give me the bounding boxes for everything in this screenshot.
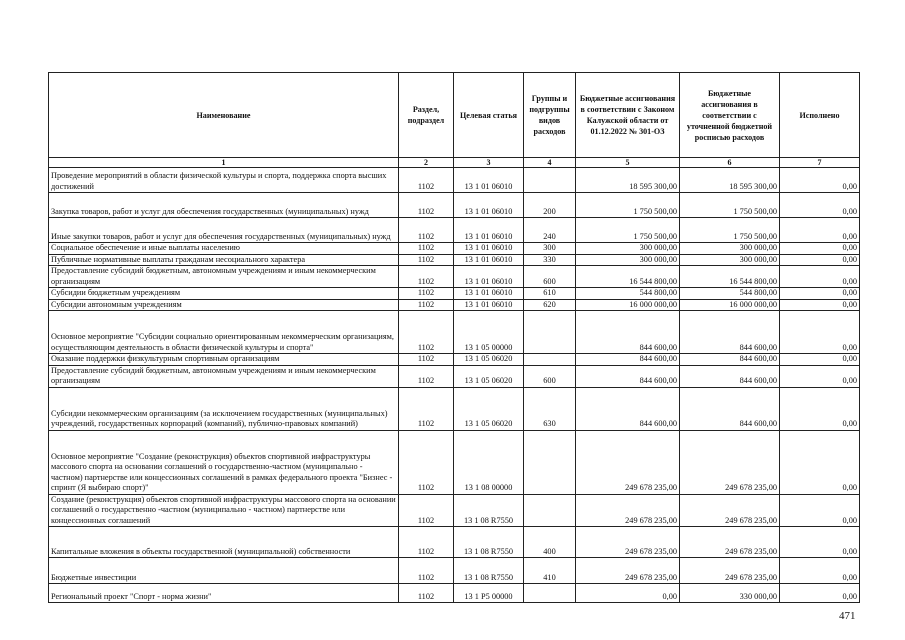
table-row	[49, 365, 860, 387]
row-refined: 249 678 235,00	[680, 430, 780, 494]
row-article: 13 1 01 06010	[454, 266, 524, 288]
row-section: 1102	[399, 288, 454, 300]
row-executed: 0,00	[780, 218, 860, 243]
table-row	[49, 218, 860, 243]
table-row	[49, 527, 860, 558]
row-section: 1102	[399, 494, 454, 527]
row-group: 630	[524, 387, 576, 430]
table-row	[49, 254, 860, 266]
row-group: 600	[524, 266, 576, 288]
table-body	[49, 168, 860, 603]
row-executed: 0,00	[780, 365, 860, 387]
row-article: 13 1 01 06010	[454, 193, 524, 218]
row-name: Проведение мероприятий в области физической культуры и спорта, поддержка спорта высших достижений	[49, 168, 399, 193]
row-article: 13 1 05 06020	[454, 387, 524, 430]
row-group: 300	[524, 243, 576, 255]
row-name: Закупка товаров, работ и услуг для обеспечения государственных (муниципальных) нужд	[49, 193, 399, 218]
row-executed: 0,00	[780, 311, 860, 354]
column-number: 3	[454, 158, 524, 168]
header-budget: Бюджетные ассигнования в соответствии с Законом Калужской области от 01.12.2022 № 301-ОЗ	[576, 73, 680, 158]
header-row	[49, 73, 860, 158]
header-article: Целевая статья	[454, 73, 524, 158]
row-article: 13 1 08 R7550	[454, 527, 524, 558]
table-row	[49, 266, 860, 288]
budget-table	[48, 72, 860, 603]
row-refined: 300 000,00	[680, 254, 780, 266]
row-executed: 0,00	[780, 299, 860, 311]
row-article: 13 1 05 00000	[454, 311, 524, 354]
row-budget: 544 800,00	[576, 288, 680, 300]
row-budget: 249 678 235,00	[576, 494, 680, 527]
row-executed: 0,00	[780, 193, 860, 218]
table-row	[49, 193, 860, 218]
row-article: 13 1 05 06020	[454, 354, 524, 366]
row-refined: 844 600,00	[680, 311, 780, 354]
row-refined: 844 600,00	[680, 354, 780, 366]
column-number: 2	[399, 158, 454, 168]
row-group: 200	[524, 193, 576, 218]
table-row	[49, 311, 860, 354]
row-section: 1102	[399, 254, 454, 266]
row-name: Бюджетные инвестиции	[49, 558, 399, 584]
row-executed: 0,00	[780, 168, 860, 193]
column-number: 5	[576, 158, 680, 168]
table-row	[49, 387, 860, 430]
row-budget: 249 678 235,00	[576, 430, 680, 494]
row-name: Оказание поддержки физкультурным спортивным организациям	[49, 354, 399, 366]
header-executed: Исполнено	[780, 73, 860, 158]
row-budget: 16 000 000,00	[576, 299, 680, 311]
row-executed: 0,00	[780, 584, 860, 603]
column-number: 6	[680, 158, 780, 168]
row-name: Региональный проект "Спорт - норма жизни"	[49, 584, 399, 603]
row-section: 1102	[399, 365, 454, 387]
table-row	[49, 430, 860, 494]
row-name: Социальное обеспечение и иные выплаты населению	[49, 243, 399, 255]
row-name: Публичные нормативные выплаты гражданам несоциального характера	[49, 254, 399, 266]
row-budget: 300 000,00	[576, 243, 680, 255]
row-refined: 1 750 500,00	[680, 193, 780, 218]
row-executed: 0,00	[780, 494, 860, 527]
row-group: 620	[524, 299, 576, 311]
row-name: Капитальные вложения в объекты государственной (муниципальной) собственности	[49, 527, 399, 558]
row-group	[524, 494, 576, 527]
row-group: 610	[524, 288, 576, 300]
row-refined: 16 544 800,00	[680, 266, 780, 288]
table-row	[49, 584, 860, 603]
row-executed: 0,00	[780, 527, 860, 558]
row-group: 410	[524, 558, 576, 584]
row-section: 1102	[399, 243, 454, 255]
row-executed: 0,00	[780, 254, 860, 266]
row-executed: 0,00	[780, 266, 860, 288]
row-group: 600	[524, 365, 576, 387]
row-budget: 844 600,00	[576, 365, 680, 387]
header-name: Наименование	[49, 73, 399, 158]
row-article: 13 1 05 06020	[454, 365, 524, 387]
row-budget: 844 600,00	[576, 311, 680, 354]
row-section: 1102	[399, 387, 454, 430]
row-refined: 844 600,00	[680, 365, 780, 387]
row-refined: 300 000,00	[680, 243, 780, 255]
row-article: 13 1 01 06010	[454, 254, 524, 266]
row-budget: 249 678 235,00	[576, 527, 680, 558]
column-number: 1	[49, 158, 399, 168]
header-group: Группы и подгруппы видов расходов	[524, 73, 576, 158]
row-section: 1102	[399, 266, 454, 288]
row-article: 13 1 01 06010	[454, 243, 524, 255]
row-section: 1102	[399, 218, 454, 243]
column-number: 4	[524, 158, 576, 168]
row-executed: 0,00	[780, 243, 860, 255]
row-group	[524, 354, 576, 366]
table-row	[49, 168, 860, 193]
row-executed: 0,00	[780, 558, 860, 584]
row-refined: 249 678 235,00	[680, 494, 780, 527]
row-group	[524, 584, 576, 603]
row-budget: 18 595 300,00	[576, 168, 680, 193]
row-name: Предоставление субсидий бюджетным, автономным учреждениям и иным некоммерческим организациям	[49, 365, 399, 387]
row-section: 1102	[399, 527, 454, 558]
row-article: 13 1 08 00000	[454, 430, 524, 494]
row-article: 13 1 01 06010	[454, 288, 524, 300]
row-group: 240	[524, 218, 576, 243]
row-refined: 1 750 500,00	[680, 218, 780, 243]
row-name: Предоставление субсидий бюджетным, автономным учреждениям и иным некоммерческим организациям	[49, 266, 399, 288]
row-name: Субсидии бюджетным учреждениям	[49, 288, 399, 300]
row-executed: 0,00	[780, 387, 860, 430]
row-group: 330	[524, 254, 576, 266]
row-budget: 844 600,00	[576, 387, 680, 430]
row-refined: 249 678 235,00	[680, 527, 780, 558]
row-section: 1102	[399, 558, 454, 584]
row-group: 400	[524, 527, 576, 558]
column-number-row	[49, 158, 860, 168]
row-budget: 1 750 500,00	[576, 218, 680, 243]
row-article: 13 1 01 06010	[454, 218, 524, 243]
row-article: 13 1 08 R7550	[454, 558, 524, 584]
row-refined: 18 595 300,00	[680, 168, 780, 193]
table-row	[49, 354, 860, 366]
table-row	[49, 243, 860, 255]
row-refined: 16 000 000,00	[680, 299, 780, 311]
table-row	[49, 494, 860, 527]
row-section: 1102	[399, 354, 454, 366]
row-budget: 249 678 235,00	[576, 558, 680, 584]
row-refined: 844 600,00	[680, 387, 780, 430]
row-executed: 0,00	[780, 430, 860, 494]
row-section: 1102	[399, 299, 454, 311]
row-budget: 0,00	[576, 584, 680, 603]
row-executed: 0,00	[780, 288, 860, 300]
row-name: Субсидии автономным учреждениям	[49, 299, 399, 311]
row-section: 1102	[399, 193, 454, 218]
row-article: 13 1 P5 00000	[454, 584, 524, 603]
row-budget: 16 544 800,00	[576, 266, 680, 288]
row-name: Иные закупки товаров, работ и услуг для обеспечения государственных (муниципальных) нужд	[49, 218, 399, 243]
row-section: 1102	[399, 584, 454, 603]
table-row	[49, 299, 860, 311]
row-article: 13 1 01 06010	[454, 299, 524, 311]
row-budget: 1 750 500,00	[576, 193, 680, 218]
row-article: 13 1 01 06010	[454, 168, 524, 193]
row-name: Субсидии некоммерческим организациям (за исключением государственных (муниципальных) учреждений, государственных корпораций (компаний), публично-правовых компаний)	[49, 387, 399, 430]
row-refined: 330 000,00	[680, 584, 780, 603]
row-budget: 300 000,00	[576, 254, 680, 266]
row-section: 1102	[399, 311, 454, 354]
row-refined: 249 678 235,00	[680, 558, 780, 584]
row-article: 13 1 08 R7550	[454, 494, 524, 527]
header-section: Раздел, подраздел	[399, 73, 454, 158]
row-executed: 0,00	[780, 354, 860, 366]
header-refined: Бюджетные ассигнования в соответствии с уточненной бюджетной росписью расходов	[680, 73, 780, 158]
row-name: Создание (реконструкция) объектов спортивной инфраструктуры массового спорта на основании соглашений о государственно -частном (муниципально - частном) партнерстве или концессионных соглашений	[49, 494, 399, 527]
row-section: 1102	[399, 430, 454, 494]
column-number: 7	[780, 158, 860, 168]
row-group	[524, 168, 576, 193]
row-group	[524, 430, 576, 494]
row-section: 1102	[399, 168, 454, 193]
row-name: Основное мероприятие "Создание (реконструкция) объектов спортивной инфраструктуры массового спорта на основании соглашений о государственно-частном (муниципально - частном) партнерстве или концессионных соглашений в рамках федерального проекта "Бизнес - спринт (Я выбираю спорт)"	[49, 430, 399, 494]
table-row	[49, 558, 860, 584]
row-refined: 544 800,00	[680, 288, 780, 300]
page-number: 471	[839, 610, 856, 622]
row-group	[524, 311, 576, 354]
table-row	[49, 288, 860, 300]
row-budget: 844 600,00	[576, 354, 680, 366]
row-name: Основное мероприятие "Субсидии социально ориентированным некоммерческим организациям, осуществляющим деятельность в области физической культуры и спорта"	[49, 311, 399, 354]
